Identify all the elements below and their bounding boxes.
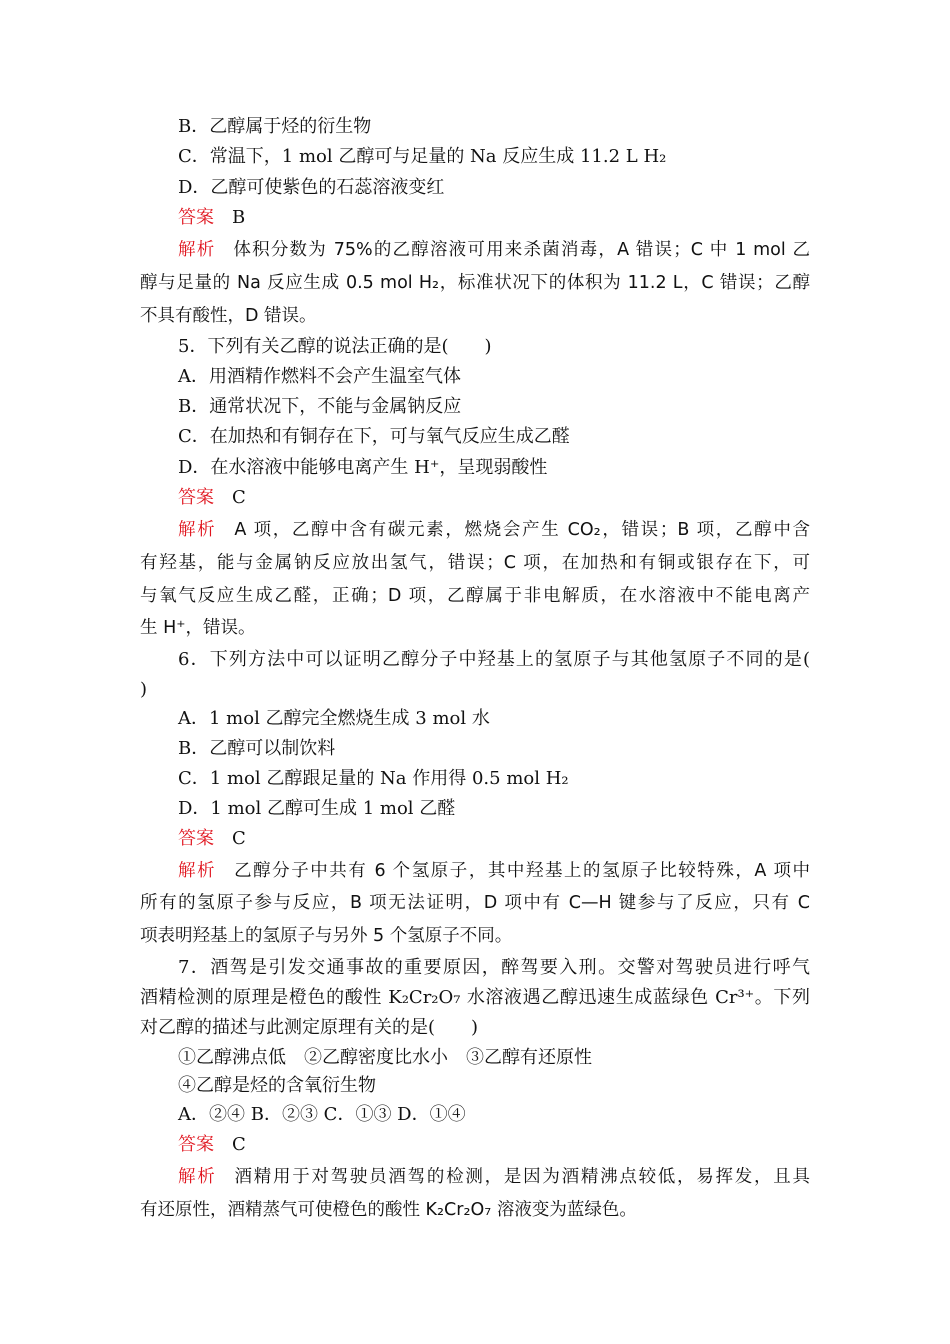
answer-value: C — [232, 828, 246, 849]
q5-analysis-line: 有羟基，能与金属钠反应放出氢气，错误；C 项，在加热和有铜或银存在下，可 — [140, 553, 810, 573]
q4-option-b: B．乙醇属于烃的衍生物 — [178, 116, 372, 137]
analysis-label: 解析 — [178, 240, 216, 260]
q5-answer — [178, 485, 246, 511]
q4-analysis-line: 醇与足量的 Na 反应生成 0.5 mol H₂，标准状况下的体积为 11.2 L，C 错误；乙醇 — [140, 273, 810, 293]
q6-option-c: C．1 mol 乙醇跟足量的 Na 作用得 0.5 mol H₂ — [178, 768, 569, 789]
q6-analysis-line — [178, 858, 810, 884]
q7-stem: 7．酒驾是引发交通事故的重要原因，醉驾要入刑。交警对驾驶员进行呼气 — [178, 957, 810, 978]
q5-option-c: C．在加热和有铜存在下，可与氧气反应生成乙醛 — [178, 426, 570, 447]
q7-stem: 对乙醇的描述与此测定原理有关的是( ) — [140, 1017, 479, 1038]
q6-stem-cont: ) — [140, 679, 148, 700]
analysis-label: 解析 — [178, 520, 217, 540]
q5-analysis-line: 与氧气反应生成乙醛，正确；D 项，乙醇属于非电解质，在水溶液中不能电离产 — [140, 586, 810, 606]
q7-items: ④乙醇是烃的含氧衍生物 — [178, 1075, 376, 1096]
q6-option-b: B．乙醇可以制饮料 — [178, 738, 336, 759]
answer-label: 答案 — [178, 487, 214, 508]
analysis-text: A 项，乙醇中含有碳元素，燃烧会产生 CO₂，错误；B 项，乙醇中含 — [234, 520, 810, 540]
q5-option-d: D．在水溶液中能够电离产生 H⁺，呈现弱酸性 — [178, 457, 548, 478]
q6-answer — [178, 826, 246, 852]
q4-option-d: D．乙醇可使紫色的石蕊溶液变红 — [178, 177, 445, 198]
analysis-label: 解析 — [178, 1167, 217, 1187]
q5-option-b: B．通常状况下，不能与金属钠反应 — [178, 396, 462, 417]
answer-value: C — [232, 487, 246, 508]
q5-analysis-line — [178, 517, 810, 543]
q4-option-c: C．常温下，1 mol 乙醇可与足量的 Na 反应生成 11.2 L H₂ — [178, 146, 667, 167]
answer-label: 答案 — [178, 207, 214, 228]
answer-value: C — [232, 1134, 246, 1155]
answer-value: B — [232, 207, 246, 228]
analysis-text: 酒精用于对驾驶员酒驾的检测，是因为酒精沸点较低，易挥发，且具 — [234, 1167, 810, 1187]
q6-option-d: D．1 mol 乙醇可生成 1 mol 乙醛 — [178, 798, 456, 819]
q7-analysis-line — [178, 1164, 810, 1190]
q4-analysis-line: 不具有酸性，D 错误。 — [140, 306, 317, 326]
q6-analysis-line: 所有的氢原子参与反应，B 项无法证明，D 项中有 C—H 键参与了反应，只有 C — [140, 893, 810, 913]
q4-answer — [178, 205, 245, 231]
q7-answer — [178, 1132, 246, 1158]
q5-analysis-line: 生 H⁺，错误。 — [140, 618, 256, 638]
answer-label: 答案 — [178, 1134, 214, 1155]
analysis-text: 乙醇分子中共有 6 个氢原子，其中羟基上的氢原子比较特殊，A 项中 — [234, 861, 810, 881]
q4-analysis-line — [178, 237, 810, 263]
q6-stem: 6．下列方法中可以证明乙醇分子中羟基上的氢原子与其他氢原子不同的是( — [178, 649, 810, 670]
q5-option-a: A．用酒精作燃料不会产生温室气体 — [178, 366, 461, 387]
q7-items: ①乙醇沸点低 ②乙醇密度比水小 ③乙醇有还原性 — [178, 1047, 592, 1068]
q5-stem: 5．下列有关乙醇的说法正确的是( ) — [178, 336, 492, 357]
answer-label: 答案 — [178, 828, 214, 849]
analysis-text: 体积分数为 75%的乙醇溶液可用来杀菌消毒，A 错误；C 中 1 mol 乙 — [233, 240, 810, 260]
q7-options: A．②④ B．②③ C．①③ D．①④ — [178, 1104, 466, 1125]
q6-option-a: A．1 mol 乙醇完全燃烧生成 3 mol 水 — [178, 708, 490, 729]
q7-analysis-line: 有还原性，酒精蒸气可使橙色的酸性 K₂Cr₂O₇ 溶液变为蓝绿色。 — [140, 1200, 637, 1220]
q6-analysis-line: 项表明羟基上的氢原子与另外 5 个氢原子不同。 — [140, 926, 513, 946]
q7-stem: 酒精检测的原理是橙色的酸性 K₂Cr₂O₇ 水溶液遇乙醇迅速生成蓝绿色 Cr³⁺。下列 — [140, 987, 810, 1008]
analysis-label: 解析 — [178, 861, 217, 881]
